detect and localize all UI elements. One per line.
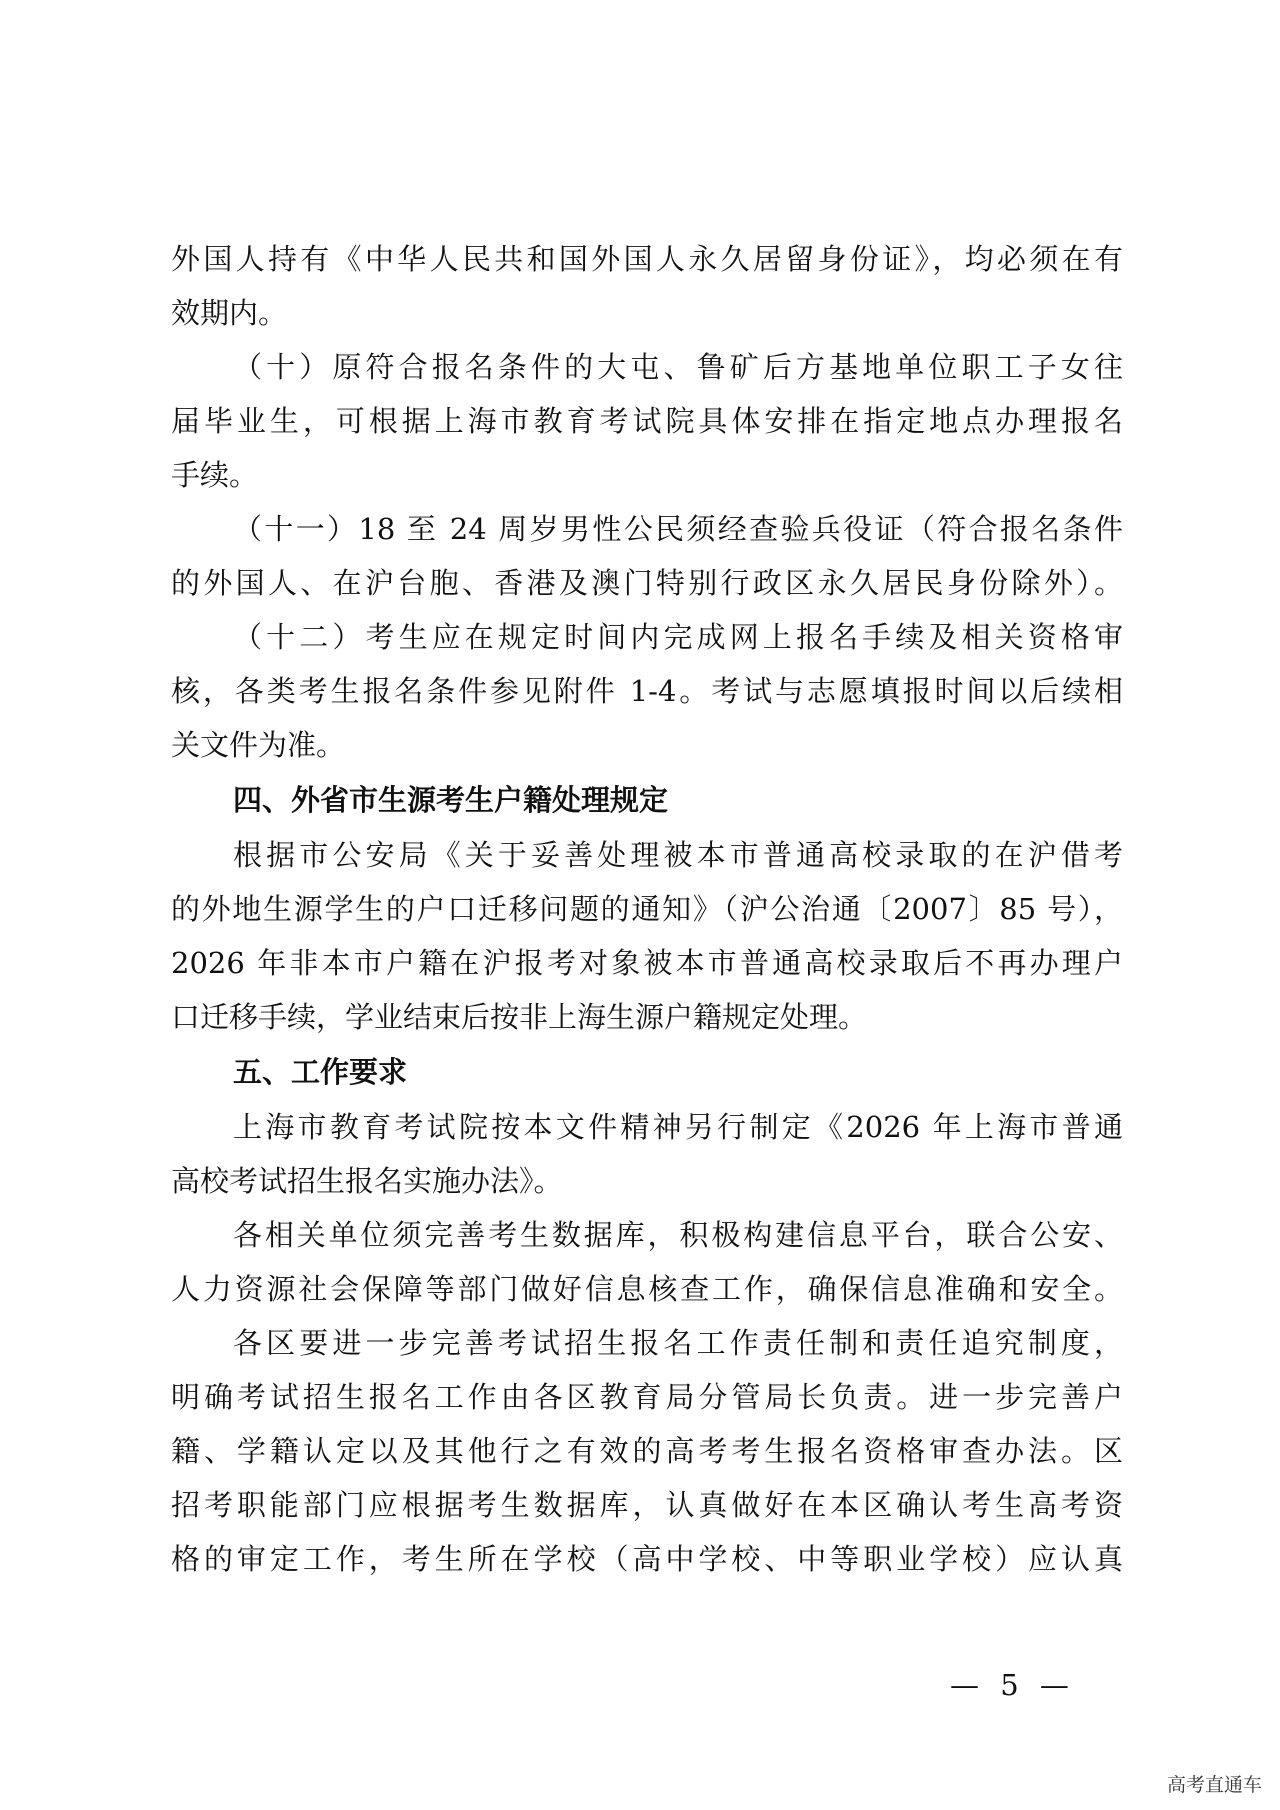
paragraph-line: 届毕业生，可根据上海市教育考试院具体安排在指定地点办理报名 (171, 404, 1123, 438)
paragraph-line: （十二）考生应在规定时间内完成网上报名手续及相关资格审 (233, 620, 1123, 654)
paragraph-line: 效期内。 (171, 296, 288, 330)
paragraph-line: 2026 年非本市户籍在沪报考对象被本市普通高校录取后不再办理户 (171, 946, 1123, 980)
paragraph-line: 各相关单位须完善考生数据库，积极构建信息平台，联合公安、 (233, 1218, 1123, 1252)
paragraph-line: 关文件为准。 (171, 728, 346, 762)
paragraph-line: 高校考试招生报名实施办法》。 (171, 1164, 563, 1198)
paragraph-line: 手续。 (171, 458, 259, 492)
document-body (171, 232, 1123, 1586)
paragraph-line: 口迁移手续，学业结束后按非上海生源户籍规定处理。 (171, 1000, 868, 1034)
paragraph-line: （十）原符合报名条件的大屯、鲁矿后方基地单位职工子女往 (233, 350, 1123, 384)
paragraph-line: 的外国人、在沪台胞、香港及澳门特别行政区永久居民身份除外）。 (171, 566, 1123, 600)
paragraph-line: 外国人持有《中华人民共和国外国人永久居留身份证》，均必须在有 (171, 242, 1123, 276)
paragraph-line: 人力资源社会保障等部门做好信息核查工作，确保信息准确和安全。 (171, 1272, 1123, 1306)
watermark: 高考直通车 (1166, 1774, 1262, 1796)
paragraph-line: 上海市教育考试院按本文件精神另行制定《2026 年上海市普通 (233, 1110, 1123, 1144)
paragraph-line: 格的审定工作，考生所在学校（高中学校、中等职业学校）应认真 (171, 1542, 1123, 1576)
paragraph-line: 招考职能部门应根据考生数据库，认真做好在本区确认考生高考资 (171, 1488, 1123, 1522)
paragraph-line: 的外地生源学生的户口迁移问题的通知》（沪公治通〔2007〕85 号）， (171, 892, 1123, 926)
page-number: — 5 — (950, 1668, 1075, 1702)
section-heading-4: 四、外省市生源考生户籍处理规定 (233, 783, 669, 817)
section-heading-5: 五、工作要求 (233, 1055, 408, 1089)
paragraph-line: （十一）18 至 24 周岁男性公民须经查验兵役证（符合报名条件 (233, 512, 1123, 546)
paragraph-line: 核，各类考生报名条件参见附件 1-4。考试与志愿填报时间以后续相 (171, 674, 1123, 708)
paragraph-line: 各区要进一步完善考试招生报名工作责任制和责任追究制度， (233, 1326, 1123, 1360)
paragraph-line: 籍、学籍认定以及其他行之有效的高考考生报名资格审查办法。区 (171, 1434, 1123, 1468)
paragraph-line: 明确考试招生报名工作由各区教育局分管局长负责。进一步完善户 (171, 1380, 1123, 1414)
paragraph-line: 根据市公安局《关于妥善处理被本市普通高校录取的在沪借考 (233, 838, 1123, 872)
